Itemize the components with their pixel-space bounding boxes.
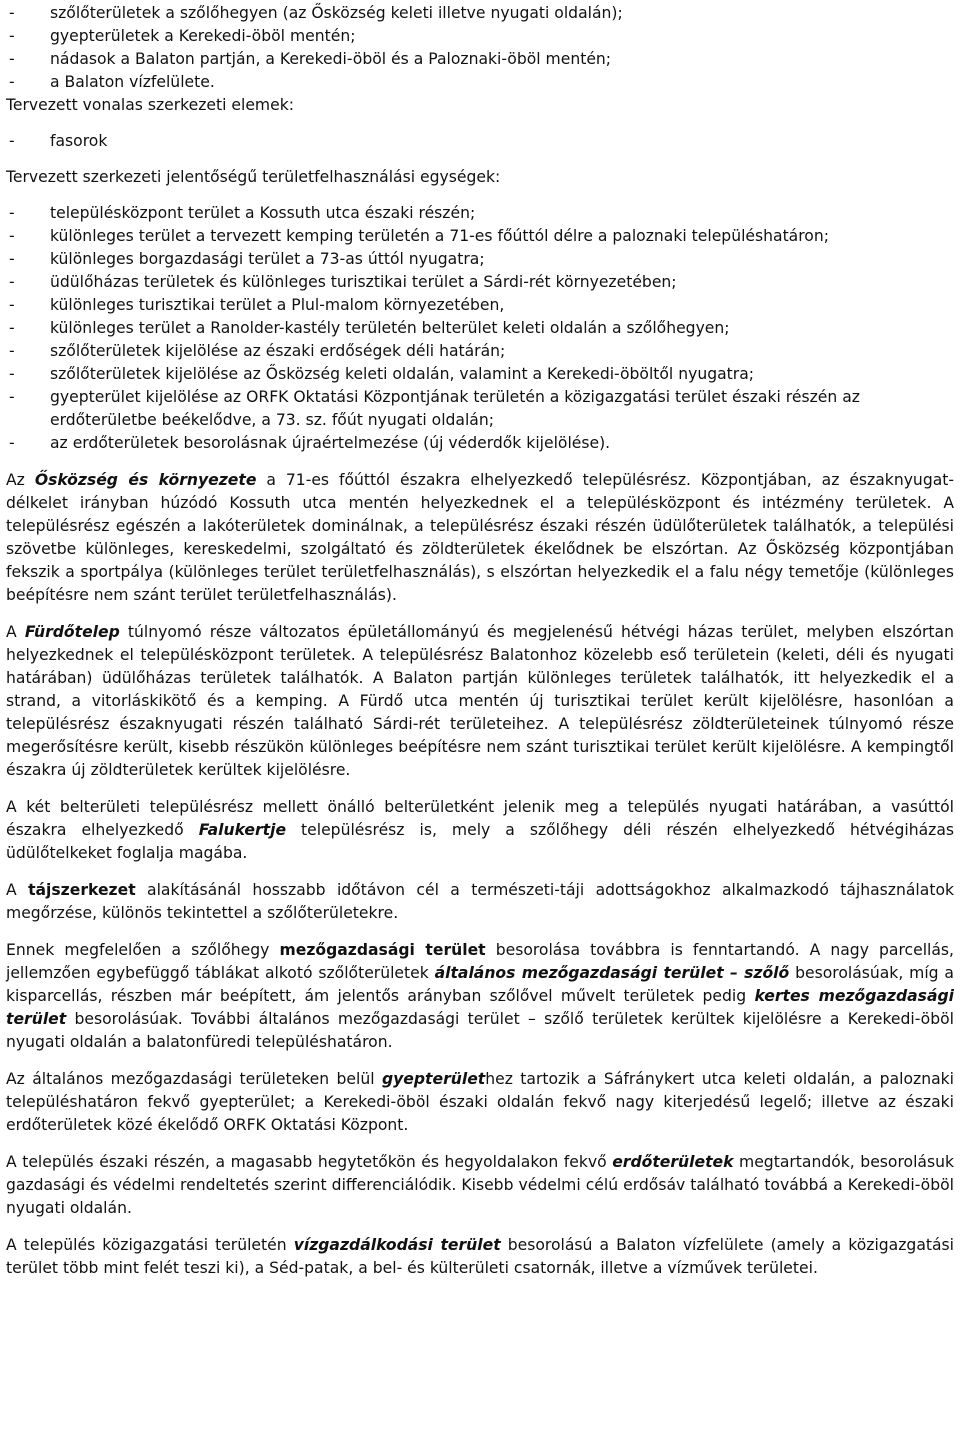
list-item: - üdülőházas területek és különleges turisztikai terület a Sárdi-rét környezetében;	[6, 271, 954, 294]
emphasis-term: Falukertje	[198, 821, 287, 839]
paragraph-mezogazdasagi: Ennek megfelelően a szőlőhegy mezőgazdasági terület besorolása továbbra is fenntartandó. A nagy parcellás, jellemzően egybefüggő táblákat alkotó szőlőterületek általános mezőgazdasági terület – szőlő besorolásúak, míg a kisparcellás, részben már beépített, ám jelentős arányban szőlővel művelt területek pedig kertes mezőgazdasági terület besorolásúak. További általános mezőgazdasági terület – szőlő területek kerültek kijelölésre a Kerekedi-öböl nyugati oldalán a balatonfüredi településhatáron.	[6, 941, 955, 1051]
linear-elements-list	[6, 130, 954, 153]
bold-term: mezőgazdasági terület	[279, 941, 486, 959]
paragraph-gyepterulet: Az általános mezőgazdasági területeken belül gyepterülethez tartozik a Sáfránykert utca keleti oldalán, a paloznaki településhatáron fekvő gyepterület; a Kerekedi-öböl északi oldalán fekvő nagy kiterjedésű legelő; illetve az északi erdőterületek közé ékelődő ORFK Oktatási Központ.	[6, 1070, 954, 1134]
emphasis-term: általános mezőgazdasági terület – szőlő	[434, 964, 790, 982]
list-item: - a Balaton vízfelülete.	[6, 71, 954, 94]
list-item: - szőlőterületek kijelölése az Ősközség keleti oldalán, valamint a Kerekedi-öböltől nyugatra;	[6, 363, 954, 386]
list-item: - gyepterület kijelölése az ORFK Oktatási Központjának területén a közigazgatási terület északi részén az erdőterületbe beékelődve, a 73. sz. főút nyugati oldalán;	[6, 386, 954, 432]
paragraph-falukertje: A két belterületi településrész mellett önálló belterületként jelenik meg a település nyugati határában, a vasúttól északra elhelyezkedő Falukertje településrész is, mely a szőlőhegy déli részén elhelyezkedő hétvégiházas üdülőtelkeket foglalja magába.	[6, 798, 954, 862]
list-item: - különleges terület a Ranolder-kastély területén belterület keleti oldalán a szőlőhegyen;	[6, 317, 954, 340]
emphasis-term: erdőterületek	[612, 1153, 734, 1171]
land-use-units-heading: Tervezett szerkezeti jelentőségű területfelhasználási egységek:	[6, 168, 501, 186]
list-item: - szőlőterületek a szőlőhegyen (az Ősközség keleti illetve nyugati oldalán);	[6, 2, 954, 25]
list-item: - szőlőterületek kijelölése az északi erdőségek déli határán;	[6, 340, 954, 363]
linear-elements-heading: Tervezett vonalas szerkezeti elemek:	[6, 96, 294, 114]
list-item: - az erdőterületek besorolásnak újraértelmezése (új véderdők kijelölése).	[6, 432, 954, 455]
list-item: - különleges terület a tervezett kemping területén a 71-es főúttól délre a paloznaki településhatáron;	[6, 225, 954, 248]
list-item: - településközpont terület a Kossuth utca északi részén;	[6, 202, 954, 225]
emphasis-term: kertes mezőgazdasági terület	[6, 987, 954, 1028]
paragraph-tajszerkezet: A tájszerkezet alakításánál hosszabb időtávon cél a természeti-táji adottságokhoz alkalmazkodó tájhasználatok megőrzése, különös tekintettel a szőlőterületekre.	[6, 881, 955, 922]
emphasis-term: Fürdőtelep	[24, 623, 120, 641]
emphasis-term: Ősközség és környezete	[34, 471, 257, 489]
list-item: - különleges borgazdasági terület a 73-as úttól nyugatra;	[6, 248, 954, 271]
paragraph-furdotelep: A Fürdőtelep túlnyomó része változatos épületállományú és megjelenésű hétvégi házas terület, melyben elszórtan helyezkednek el településközpont területek. A településrész Balatonhoz közelebb eső területein (keleti, déli és nyugati határában) üdülőházas területek találhatók. A Balaton partján különleges területek találhatók, itt helyezkedik el a strand, a vitorláskikötő és a kemping. A Fürdő utca mentén új turisztikai terület került kijelölésre, hasonlóan a településrész északnyugati részén található Sárdi-rét területeihez. A településrész zöldterületeinek túlnyomó része megerősítésre került, kisebb részükön különleges beépítésre nem szánt turisztikai terület került kijelölésre. A kempingtől északra új zöldterületek kerültek kijelölésre.	[6, 623, 954, 779]
list-item: - nádasok a Balaton partján, a Kerekedi-öböl és a Paloznaki-öböl mentén;	[6, 48, 954, 71]
existing-areas-list	[6, 2, 954, 94]
paragraph-vizgazdalkodasi: A település közigazgatási területén vízgazdálkodási terület besorolású a Balaton vízfelülete (amely a közigazgatási terület több mint felét teszi ki), a Séd-patak, a bel- és külterületi csatornák, illetve a vízművek területei.	[6, 1236, 955, 1277]
emphasis-term: vízgazdálkodási terület	[293, 1236, 501, 1254]
list-item: - gyepterületek a Kerekedi-öböl mentén;	[6, 25, 954, 48]
list-item: - különleges turisztikai terület a Plul-malom környezetében,	[6, 294, 954, 317]
emphasis-term: gyepterület	[381, 1070, 486, 1088]
land-use-units-list	[6, 202, 954, 455]
bold-term: tájszerkezet	[28, 881, 136, 899]
paragraph-oskozseg: Az Ősközség és környezete a 71-es főúttól északra elhelyezkedő településrész. Központjában, az északnyugat-délkelet irányban húzódó Kossuth utca mentén helyezkednek el a településközpont és intézmény területek. A településrész egészén a lakóterületek dominálnak, a településrész északi részén üdülőterületek találhatók, a települési szövetbe különleges, kereskedelmi, szolgáltató és zöldterületek ékelődnek be elszórtan. Az Ősközség központjában fekszik a sportpálya (különleges terület területfelhasználás), s elszórtan helyezkedik el a falu négy temetője (különleges beépítésre nem szánt terület területfelhasználás).	[6, 471, 955, 604]
list-item: - fasorok	[6, 130, 954, 153]
paragraph-erdoteruletek: A település északi részén, a magasabb hegytetőkön és hegyoldalakon fekvő erdőterületek megtartandók, besorolásuk gazdasági és védelmi rendeltetés szerint differenciálódik. Kisebb védelmi célú erdősáv található továbbá a Kerekedi-öböl nyugati oldalán.	[6, 1153, 954, 1217]
